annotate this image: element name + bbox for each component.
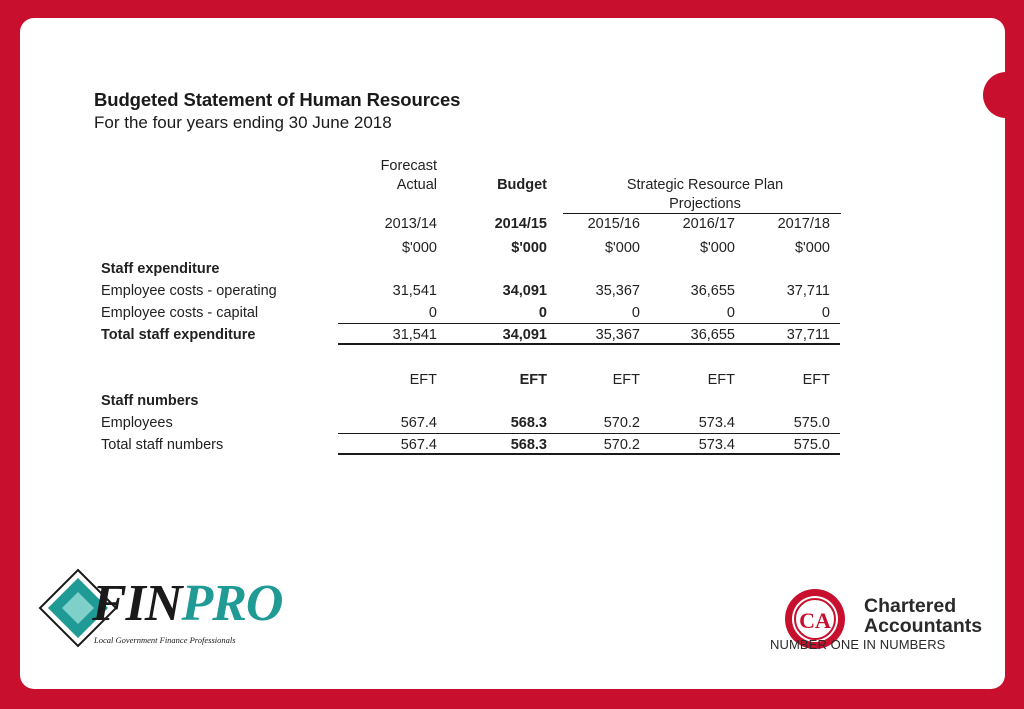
header-srp-line1: Strategic Resource Plan — [626, 177, 784, 193]
year-col-2: 2014/15 — [494, 216, 547, 232]
row-label: Employee costs - operating — [101, 283, 277, 299]
finpro-tagline: Local Government Finance Professionals — [94, 635, 236, 645]
cell-value: 0 — [428, 305, 437, 321]
cell-value: 570.2 — [603, 437, 640, 453]
row-label-total: Total staff expenditure — [101, 327, 256, 343]
year-col-3: 2015/16 — [587, 216, 640, 232]
slide-side-tab — [983, 72, 1024, 118]
subtotal-rule — [338, 433, 840, 434]
section-heading-expenditure: Staff expenditure — [101, 261, 220, 277]
cell-value: 0 — [538, 305, 547, 321]
eft-col-2: EFT — [519, 372, 547, 388]
cell-value: 567.4 — [400, 437, 437, 453]
eft-col-5: EFT — [802, 372, 830, 388]
cell-value: 575.0 — [793, 415, 830, 431]
page-title: Budgeted Statement of Human Resources — [94, 89, 461, 110]
header-srp-rule — [563, 213, 841, 214]
cell-value: 35,367 — [595, 327, 640, 343]
cell-value: 37,711 — [786, 327, 830, 343]
finpro-logo — [20, 568, 290, 658]
cell-value: 570.2 — [603, 415, 640, 431]
header-forecast-line2: Actual — [396, 177, 437, 193]
header-budget: Budget — [497, 177, 547, 193]
year-col-5: 2017/18 — [777, 216, 830, 232]
cell-value: 0 — [726, 305, 735, 321]
unit-col-5: $'000 — [794, 240, 830, 256]
cell-value: 36,655 — [690, 283, 735, 299]
header-forecast-line1: Forecast — [380, 158, 437, 174]
eft-col-3: EFT — [612, 372, 640, 388]
year-col-4: 2016/17 — [682, 216, 735, 232]
page-subtitle: For the four years ending 30 June 2018 — [94, 113, 392, 132]
ca-monogram: CA — [799, 608, 831, 633]
header-srp-line2: Projections — [669, 196, 741, 212]
cell-value: 37,711 — [786, 283, 830, 299]
cell-value: 31,541 — [392, 283, 437, 299]
subtotal-rule — [338, 323, 840, 324]
cell-value: 35,367 — [595, 283, 640, 299]
unit-col-1: $'000 — [401, 240, 437, 256]
cell-value: 34,091 — [502, 327, 547, 343]
cell-value: 36,655 — [690, 327, 735, 343]
finpro-fin: FIN — [92, 575, 182, 632]
cell-value: 34,091 — [502, 283, 547, 299]
ca-tagline: NUMBER ONE IN NUMBERS — [770, 637, 946, 652]
row-label: Employees — [101, 415, 173, 431]
unit-col-4: $'000 — [699, 240, 735, 256]
cell-value: 0 — [631, 305, 640, 321]
cell-value: 575.0 — [793, 437, 830, 453]
cell-value: 568.3 — [510, 415, 547, 431]
cell-value: 0 — [821, 305, 830, 321]
section-heading-numbers: Staff numbers — [101, 393, 199, 409]
finpro-pro: PRO — [181, 575, 283, 632]
finpro-wordmark — [92, 574, 282, 633]
cell-value: 573.4 — [698, 415, 735, 431]
cell-value: 31,541 — [392, 327, 437, 343]
ca-line1: Chartered — [864, 595, 957, 617]
unit-col-3: $'000 — [604, 240, 640, 256]
eft-col-1: EFT — [409, 372, 437, 388]
cell-value: 573.4 — [698, 437, 735, 453]
cell-value: 567.4 — [400, 415, 437, 431]
unit-col-2: $'000 — [511, 240, 547, 256]
row-label-total: Total staff numbers — [101, 437, 224, 453]
total-rule — [338, 343, 840, 345]
row-label: Employee costs - capital — [101, 305, 259, 321]
year-col-1: 2013/14 — [384, 216, 437, 232]
ca-line2: Accountants — [864, 615, 983, 637]
cell-value: 568.3 — [510, 437, 547, 453]
total-rule — [338, 453, 840, 455]
eft-col-4: EFT — [707, 372, 735, 388]
